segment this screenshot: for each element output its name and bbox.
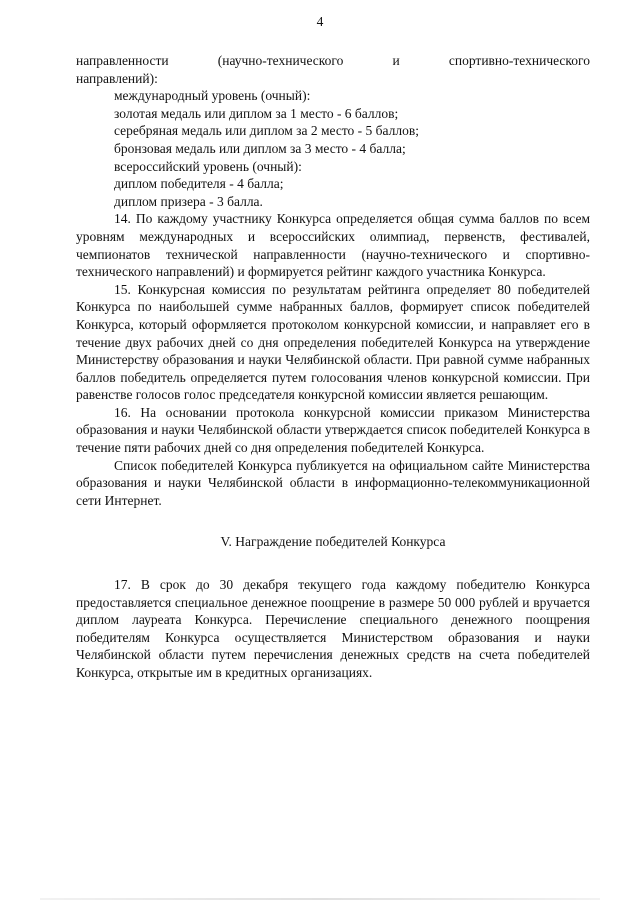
list-item: всероссийский уровень (очный): (114, 158, 302, 174)
scan-edge-smudge (40, 898, 600, 900)
page-number: 4 (316, 14, 324, 29)
paragraph-15: 15. Конкурсная комиссия по результатам рейтинга определяет 80 победителей Конкурса по наибольшей сумме набранных баллов, формирует список победителей Конкурса, который оформляется протоколом конкурсной комиссии, и направляет его в течение двух рабочих дней со дня определения победителей Конкурса на утверждение Министерству образования и науки Челябинской области. При равной сумме набранных баллов победитель определяется путем голосования членов конкурсной комиссии. При равенстве голосов голос председателя конкурсной комиссии является решающим. (76, 281, 590, 403)
document-body (76, 52, 590, 682)
direction-line-1: направленности (научно-технического и спортивно-технического (76, 53, 590, 68)
scoring-list (76, 87, 590, 210)
direction-line-2: направлений): (76, 70, 158, 86)
list-item: международный уровень (очный): (114, 88, 311, 104)
section-heading: V. Награждение победителей Конкурса (220, 534, 446, 550)
list-item: серебряная медаль или диплом за 2 место - 5 баллов; (114, 123, 420, 139)
list-item: диплом победителя - 4 балла; (114, 176, 284, 192)
list-item: диплом призера - 3 балла. (114, 193, 263, 209)
paragraph-16: 16. На основании протокола конкурсной комиссии приказом Министерства образования и науки Челябинской области утверждается список победителей Конкурса в течение пяти рабочих дней со дня определения победителей Конкурса. (76, 404, 590, 456)
paragraph-14: 14. По каждому участнику Конкурса определяется общая сумма баллов по всем уровням международных и всероссийских олимпиад, первенств, фестивалей, чемпионатов технической направленности (научно-технического и спортивно-технического направлений) и формируется рейтинг каждого участника Конкурса. (76, 211, 590, 280)
paragraph-17: 17. В срок до 30 декабря текущего года каждому победителю Конкурса предоставляется специальное денежное поощрение в размере 50 000 рублей и вручается диплом лауреата Конкурса. Перечисление специального денежного поощрения победителям Конкурса осуществляется Министерством образования и науки Челябинской области путем перечисления денежных средств на счета победителей Конкурса, открытые им в кредитных организациях. (76, 577, 590, 680)
paragraph-publish: Список победителей Конкурса публикуется на официальном сайте Министерства образования и науки Челябинской области в информационно-телекоммуникационной сети Интернет. (76, 457, 590, 508)
list-item: бронзовая медаль или диплом за 3 место - 4 балла; (114, 140, 406, 156)
list-item: золотая медаль или диплом за 1 место - 6 баллов; (114, 105, 399, 121)
